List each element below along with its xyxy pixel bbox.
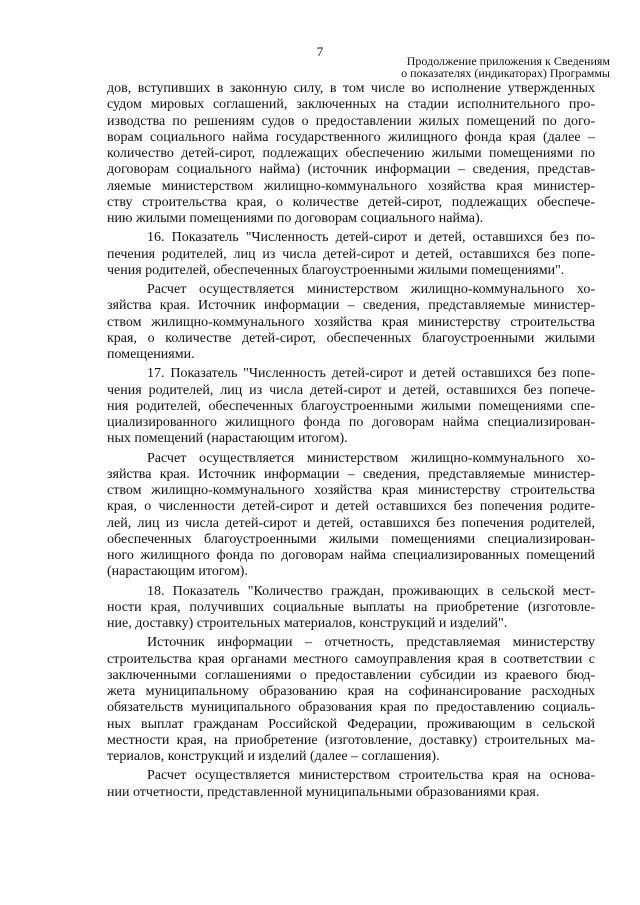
text-line: зяйства края. Источник информации – сведения, представляемые министер-: [107, 466, 595, 482]
text-line: ние, доставку) строительных материалов, конструкций и изделий".: [107, 616, 508, 631]
text-line: ных помещений (нарастающим итогом).: [107, 431, 348, 447]
text-line: 17. Показатель "Численность детей-сирот и детей оставшихся без попе-: [147, 366, 595, 382]
paragraph: [107, 282, 595, 363]
text-line: края, о численности детей-сирот и детей оставшихся без попечения родите-: [107, 499, 595, 515]
text-line: дов, вступивших в законную силу, в том числе во исполнение утвержденных: [107, 81, 595, 96]
text-line: ного жилищного фонда по договорам найма специализированных помещений: [107, 548, 595, 563]
text-line: заключенными соглашениями о предоставлении субсидии из краевого бюд-: [107, 667, 595, 683]
text-line: количество детей-сирот, подлежащих обеспечению жилыми помещениями по: [107, 146, 595, 161]
text-line: 16. Показатель "Численность детей-сирот и детей, оставшихся без по-: [147, 230, 595, 246]
paragraph: [107, 366, 595, 447]
text-line: чения родителей, лиц из числа детей-сирот и детей, оставшихся без попече-: [107, 382, 595, 398]
text-line: 18. Показатель "Количество граждан, проживающих в сельской мест-: [147, 583, 595, 599]
text-line: териалов, конструкций и изделий (далее – соглашения).: [107, 749, 440, 764]
text-line: зяйства края. Источник информации – сведения, представляемые министер-: [107, 298, 595, 314]
text-line: лей, лиц из числа детей-сирот и детей, оставшихся без попечения родителей,: [107, 515, 595, 531]
text-line: края, о количестве детей-сирот, обеспеченных благоустроенными жилыми: [107, 330, 595, 346]
text-line: судом мировых соглашений, заключенных на стадии исполнительного про-: [107, 97, 595, 113]
paragraph: [107, 230, 595, 279]
page-number: 7: [316, 44, 324, 59]
text-line: помещениями.: [107, 347, 195, 362]
text-line: ворам социального найма государственного жилищного фонда края (далее –: [107, 129, 595, 145]
text-line: ством жилищно-коммунального хозяйства края министерству строительства: [107, 483, 595, 498]
text-line: ством жилищно-коммунального хозяйства края министерству строительства: [107, 314, 595, 330]
text-line: циализированного жилищного фонда по договорам найма специализирован-: [107, 415, 595, 430]
text-line: изводства по решениям судов о предоставлении жилых помещений по дого-: [107, 113, 595, 129]
paragraph: [107, 81, 595, 227]
body-text: [107, 81, 595, 801]
text-line: Расчет осуществляется министерством жилищно-коммунального хо-: [147, 282, 595, 297]
paragraph: [107, 584, 595, 633]
text-line: строительства края органами местного самоуправления края в соответствии с: [107, 651, 595, 667]
text-line: ляемые министерством жилищно-коммунального хозяйства края министер-: [107, 178, 595, 194]
text-line: договорам социального найма) (источник информации – сведения, представ-: [107, 162, 595, 178]
text-line: печения родителей, лиц из числа детей-сирот и детей, оставшихся без попе-: [107, 246, 595, 262]
text-line: местности края, на приобретение (изготовление, доставку) строительных ма-: [107, 732, 595, 748]
text-line: ству строительства края, о количестве детей-сирот, подлежащих обеспече-: [107, 194, 595, 210]
text-line: Источник информации – отчетность, представляемая министерству: [147, 635, 595, 651]
text-line: чения родителей, обеспеченных благоустроенными жилыми помещениями".: [107, 262, 565, 278]
running-header-line-1: Продолжение приложения к Сведениям: [406, 54, 610, 68]
text-line: (нарастающим итогом).: [107, 564, 248, 580]
text-line: ности края, получивших социальные выплаты на приобретение (изготовле-: [107, 599, 595, 615]
text-line: ных выплат гражданам Российской Федерации, проживающим в сельской: [107, 716, 595, 732]
running-header-line-2: о показателях (индикаторах) Программы: [401, 65, 610, 80]
paragraph: [107, 768, 595, 801]
paragraph: [107, 635, 595, 765]
text-line: обеспеченных благоустроенными жилыми помещениями специализирован-: [107, 531, 595, 547]
text-line: нии отчетности, представленной муниципальными образованиями края.: [107, 784, 540, 800]
running-header: [401, 56, 610, 79]
text-line: обязательств муниципального образования края по предоставлению социаль-: [107, 700, 595, 716]
paragraph: [107, 451, 595, 581]
text-line: ния родителей, обеспеченных благоустроенными жилыми помещениями спе-: [107, 398, 595, 414]
text-line: Расчет осуществляется министерством жилищно-коммунального хо-: [147, 450, 595, 466]
text-line: Расчет осуществляется министерством строительства края на основа-: [147, 768, 595, 784]
text-line: нию жилыми помещениями по договорам социального найма).: [107, 211, 484, 226]
text-line: жета муниципальному образованию края на софинансирование расходных: [107, 684, 595, 699]
